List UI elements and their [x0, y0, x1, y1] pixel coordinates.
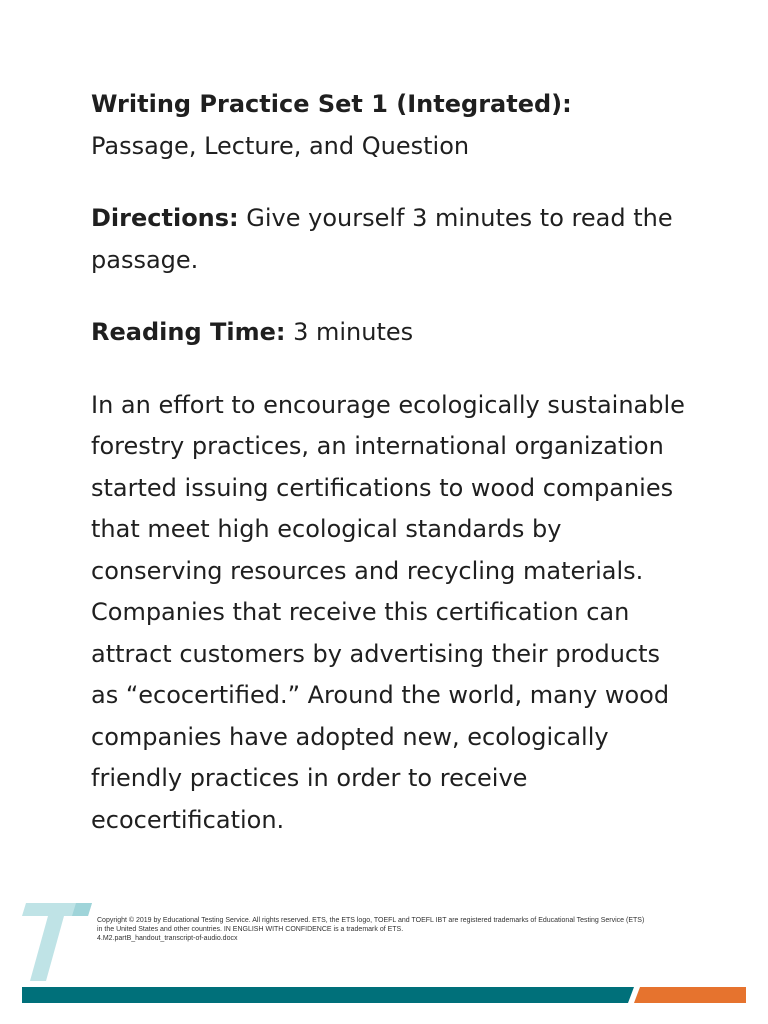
- reading-time: [91, 312, 691, 354]
- reading-time-label: Reading Time:: [91, 318, 286, 346]
- directions-label: Directions:: [91, 204, 239, 232]
- document-body: [91, 84, 691, 841]
- document-filename: 4.M2.partB_handout_transcript-of-audio.docx: [97, 935, 238, 942]
- copyright-notice: [97, 916, 737, 943]
- teal-bar-segment: [22, 987, 634, 1003]
- t-logo-icon: [22, 903, 92, 981]
- copyright-line-2: in the United States and other countries. IN ENGLISH WITH CONFIDENCE is a trademark of ETS.: [97, 926, 404, 933]
- page-subtitle: Passage, Lecture, and Question: [91, 131, 470, 160]
- directions: [91, 198, 691, 281]
- directions-text: Give yourself 3 minutes to read the passage.: [91, 204, 673, 274]
- reading-time-value: 3 minutes: [285, 318, 414, 346]
- footer-color-bar: [22, 987, 746, 1003]
- page-title: Writing Practice Set 1 (Integrated):: [91, 90, 572, 118]
- copyright-line-1: Copyright © 2019 by Educational Testing Service. All rights reserved. ETS, the ETS logo, TOEFL and TOEFL IBT are registered trademarks of Educational Testing Service (ETS): [97, 917, 645, 924]
- passage-text: In an effort to encourage ecologically sustainable forestry practices, an international organization started issuing certifications to wood companies that meet high ecological standards by conserving resources and recycling materials. Companies that receive this certification can attract customers by advertising their products as “ecocertified.” Around the world, many wood companies have adopted new, ecologically friendly practices in order to receive ecocertification.: [91, 390, 685, 834]
- orange-bar-segment: [634, 987, 746, 1003]
